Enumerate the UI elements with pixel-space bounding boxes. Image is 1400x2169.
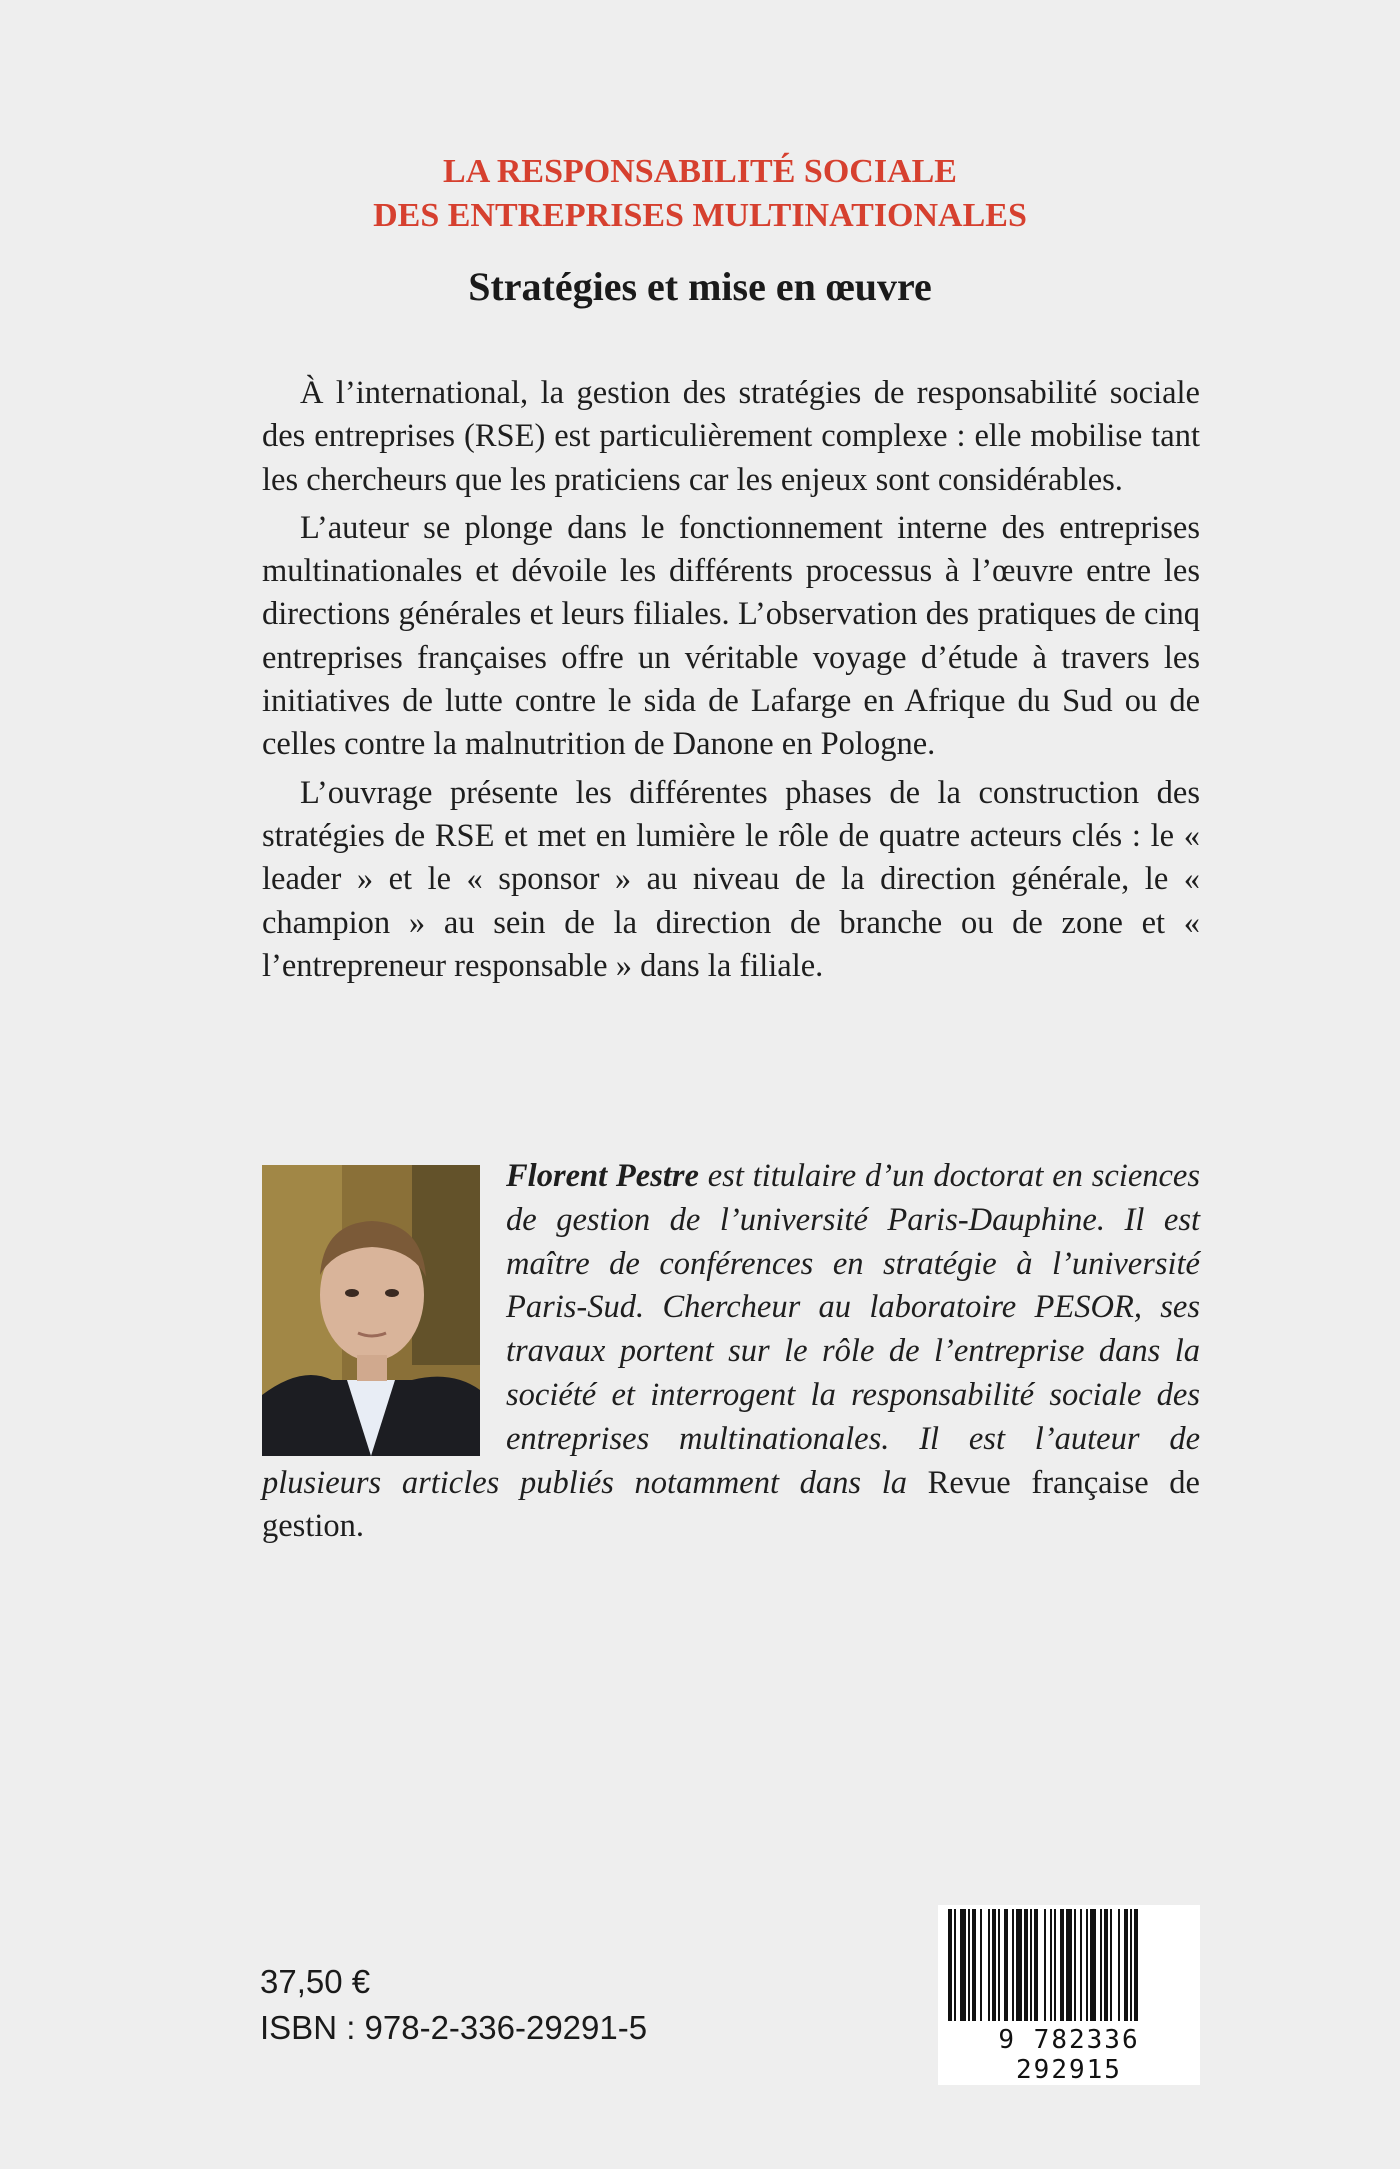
barcode-bar xyxy=(1074,1909,1076,2021)
barcode-bar xyxy=(1060,1909,1064,2021)
book-summary xyxy=(262,372,1200,993)
barcode-bar xyxy=(988,1909,990,2021)
summary-paragraph-2: L’auteur se plonge dans le fonctionnement interne des entreprises multinationales et dévoile les différents processus à l’œuvre entre les directions générales et leurs filiales. L’observation des pratiques de cinq entreprises françaises offre un véritable voyage d’étude à travers les initiatives de lutte contre le sida de Lafarge en Afrique du Sud ou de celles contre la malnutrition de Danone en Pologne. xyxy=(262,509,1200,763)
summary-paragraph-3: L’ouvrage présente les différentes phases de la construction des stratégies de RSE et met en lumière le rôle de quatre acteurs clés : le « leader » et le « sponsor » au niveau de la direction générale, le « champion » au sein de la direction de branche ou de zone et « l’entrepreneur responsable » dans la filiale. xyxy=(262,774,1200,984)
barcode-bar xyxy=(1004,1909,1008,2021)
barcode-bar xyxy=(1044,1909,1046,2021)
barcode-bar xyxy=(1054,1909,1056,2021)
barcode-bar xyxy=(1100,1909,1102,2021)
barcode-bar xyxy=(1124,1909,1128,2021)
barcode-bar xyxy=(972,1909,976,2021)
barcode-bars xyxy=(938,1905,1200,2025)
barcode-bar xyxy=(968,1909,970,2021)
barcode-bar xyxy=(1030,1909,1032,2021)
author-bio-body: est titulaire d’un doctorat en sciences de gestion de l’université Paris-Dauphine. Il est maître de conférences en stratégie à l’université Paris-Sud. Chercheur au laboratoire PESOR, ses travaux portent sur le rôle de l’entreprise dans la société et interrogent la responsabilité sociale des entreprises multinationales. Il est l’auteur de plusieurs articles publiés notamment dans la xyxy=(262,1158,1200,1501)
barcode-bar xyxy=(992,1909,996,2021)
book-title-line-1: LA RESPONSABILITÉ SOCIALE xyxy=(443,153,957,190)
barcode-bar xyxy=(998,1909,1000,2021)
journal-title: Revue française de gestion. xyxy=(262,1464,1200,1545)
barcode-bar xyxy=(960,1909,966,2021)
barcode-bar xyxy=(1050,1909,1052,2021)
author-name: Florent Pestre xyxy=(506,1158,699,1194)
barcode-bar xyxy=(1134,1909,1138,2021)
barcode-bar xyxy=(1130,1909,1132,2021)
barcode-bar xyxy=(980,1909,982,2021)
book-title xyxy=(0,150,1400,238)
author-bio xyxy=(262,1155,1200,1549)
summary-paragraph-1: À l’international, la gestion des stratégies de responsabilité sociale des entreprises (RSE) est particulièrement complexe : elle mobilise tant les chercheurs que les praticiens car les enjeux sont considérables. xyxy=(262,375,1200,498)
barcode-bar xyxy=(1090,1909,1096,2021)
barcode xyxy=(938,1905,1200,2085)
barcode-bar xyxy=(1034,1909,1038,2021)
author-photo xyxy=(262,1165,480,1456)
barcode-bar xyxy=(1080,1909,1082,2021)
price: 37,50 € xyxy=(260,1963,371,2000)
barcode-bar xyxy=(1066,1909,1072,2021)
barcode-bar xyxy=(948,1909,952,2021)
barcode-bar xyxy=(1012,1909,1014,2021)
barcode-bar xyxy=(1016,1909,1022,2021)
barcode-bar xyxy=(954,1909,956,2021)
barcode-bar xyxy=(1086,1909,1088,2021)
isbn: ISBN : 978-2-336-29291-5 xyxy=(260,2009,648,2046)
barcode-bar xyxy=(1118,1909,1120,2021)
book-subtitle: Stratégies et mise en œuvre xyxy=(468,264,932,309)
barcode-bar xyxy=(1024,1909,1028,2021)
book-title-line-2: DES ENTREPRISES MULTINATIONALES xyxy=(373,197,1027,234)
barcode-bar xyxy=(1110,1909,1112,2021)
barcode-number: 9 782336 292915 xyxy=(938,2025,1200,2085)
barcode-bar xyxy=(1104,1909,1108,2021)
